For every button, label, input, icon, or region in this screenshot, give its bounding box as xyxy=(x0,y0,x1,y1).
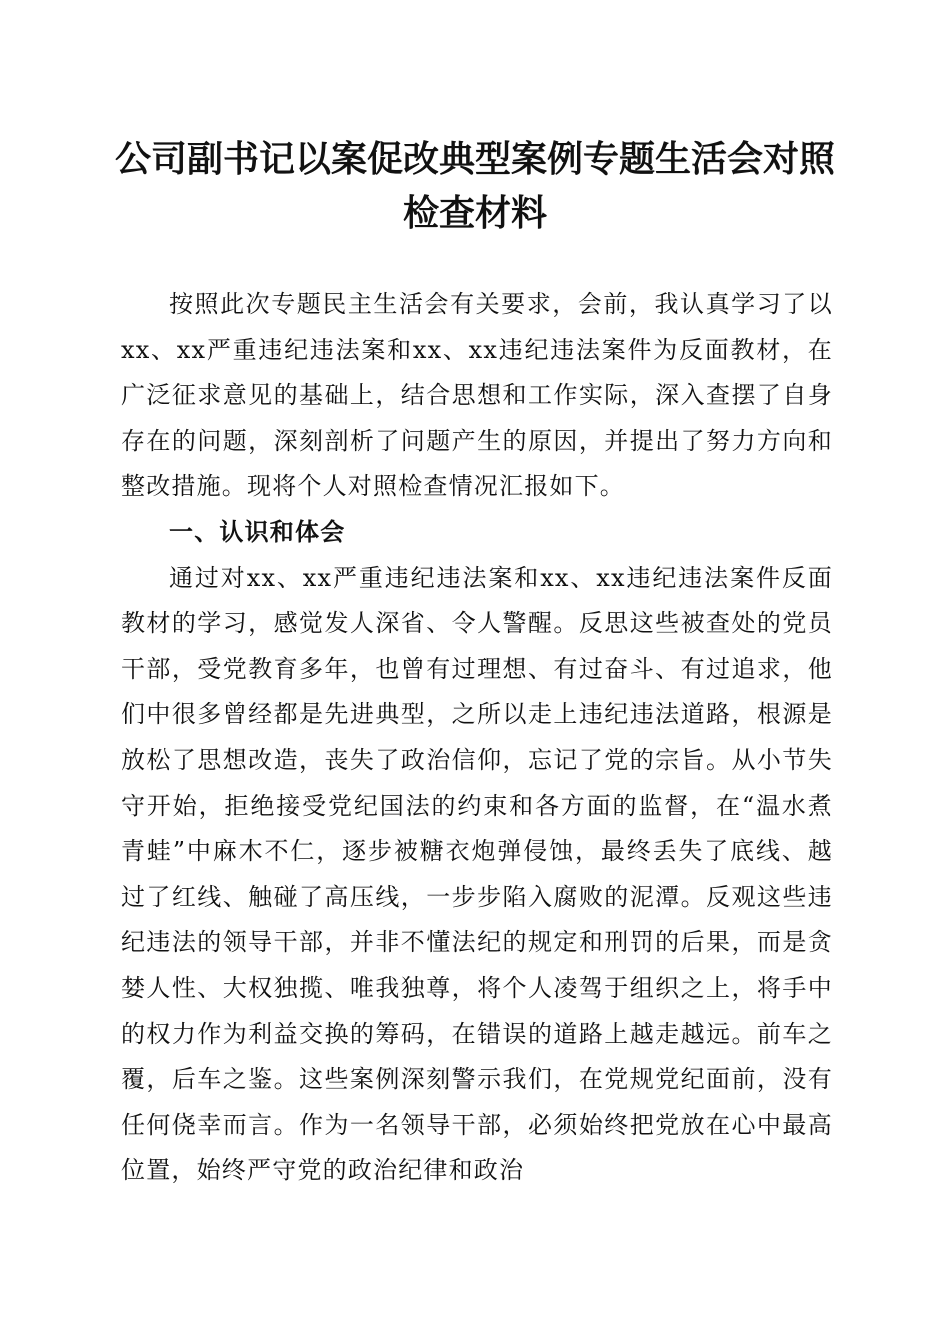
title-line-1: 公司副书记以案促改典型案例专题生活会对照 xyxy=(114,138,835,180)
document-title xyxy=(100,132,850,240)
intro-paragraph: 按照此次专题民主生活会有关要求，会前，我认真学习了以xx、xx严重违纪违法案和xx、xx违纪违法案件为反面教材，在广泛征求意见的基础上，结合思想和工作实际，深入查摆了自身存在的问题，深刻剖析了问题产生的原因，并提出了努力方向和整改措施。现将个人对照检查情况汇报如下。 xyxy=(121,290,833,501)
section-1-paragraph: 通过对xx、xx严重违纪违法案和xx、xx违纪违法案件反面教材的学习，感觉发人深省、令人警醒。反思这些被查处的党员干部，受党教育多年，也曾有过理想、有过奋斗、有过追求，他们中很多曾经都是先进典型，之所以走上违纪违法道路，根源是放松了思想改造，丧失了政治信仰，忘记了党的宗旨。从小节失守开始，拒绝接受党纪国法的约束和各方面的监督，在“温水煮青蛙”中麻木不仁，逐步被糖衣炮弹侵蚀，最终丢失了底线、越过了红线、触碰了高压线，一步步陷入腐败的泥潭。反观这些违纪违法的领导干部，并非不懂法纪的规定和刑罚的后果，而是贪婪人性、大权独揽、唯我独尊，将个人凌驾于组织之上，将手中的权力作为利益交换的筹码，在错误的道路上越走越远。前车之覆，后车之鉴。这些案例深刻警示我们，在党规党纪面前，没有任何侥幸而言。作为一名领导干部，必须始终把党放在心中最高位置，始终严守党的政治纪律和政治 xyxy=(121,563,833,1185)
section-1-heading: 一、认识和体会 xyxy=(169,517,346,546)
document-body xyxy=(121,282,833,1194)
title-line-2: 检查材料 xyxy=(402,192,547,234)
